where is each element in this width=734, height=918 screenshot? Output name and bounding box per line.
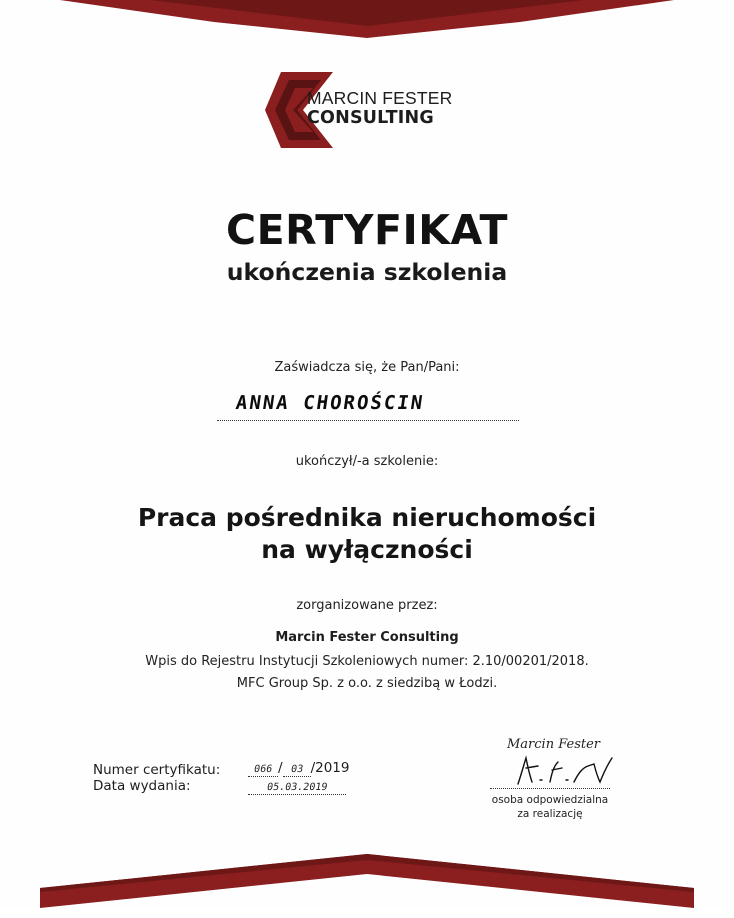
cert-number-separator: /: [278, 760, 283, 776]
cert-number-value: [248, 760, 349, 777]
recipient-name: ANNA CHOROŚCIN: [234, 392, 426, 414]
cert-number-year: /2019: [310, 760, 350, 776]
company-text: MFC Group Sp. z o.o. z siedzibą w Łodzi.: [236, 676, 498, 691]
signature-caption-1: osoba odpowiedzialna: [491, 794, 609, 806]
course-title-line-1: Praca pośrednika nieruchomości: [137, 503, 597, 532]
organized-text: zorganizowane przez:: [296, 598, 438, 613]
logo-line-1: MARCIN FESTER: [307, 88, 453, 108]
cert-number-part-2: 03: [289, 764, 304, 775]
attest-text: Zaświadcza się, że Pan/Pani:: [274, 360, 460, 375]
issue-date-value: 05.03.2019: [265, 782, 329, 793]
signature-line: [490, 788, 610, 789]
cert-number-part-1: 066: [252, 764, 274, 775]
logo-line-2: CONSULTING: [307, 107, 434, 128]
completed-text: ukończył/-a szkolenie:: [295, 454, 439, 469]
course-title: [0, 502, 734, 566]
registry-text: Wpis do Rejestru Instytucji Szkoleniowych numer: 2.10/00201/2018.: [145, 654, 589, 669]
bottom-decorative-band: [0, 848, 734, 918]
issue-date-value-wrap: [248, 778, 346, 795]
certificate-title: CERTYFIKAT: [225, 206, 509, 254]
top-decorative-band: [0, 0, 734, 40]
signer-name-stamp: Marcin Fester: [507, 737, 601, 752]
handwritten-signature-icon: [508, 752, 618, 790]
cert-number-label: Numer certyfikatu:: [93, 762, 221, 778]
course-title-line-2: na wyłączności: [261, 535, 473, 564]
certificate-subtitle: ukończenia szkolenia: [226, 258, 508, 286]
signature-caption-2: za realizację: [517, 808, 583, 820]
company-logo: [265, 72, 455, 148]
issue-date-label: Data wydania:: [93, 778, 191, 794]
organizer-name: Marcin Fester Consulting: [275, 630, 459, 645]
